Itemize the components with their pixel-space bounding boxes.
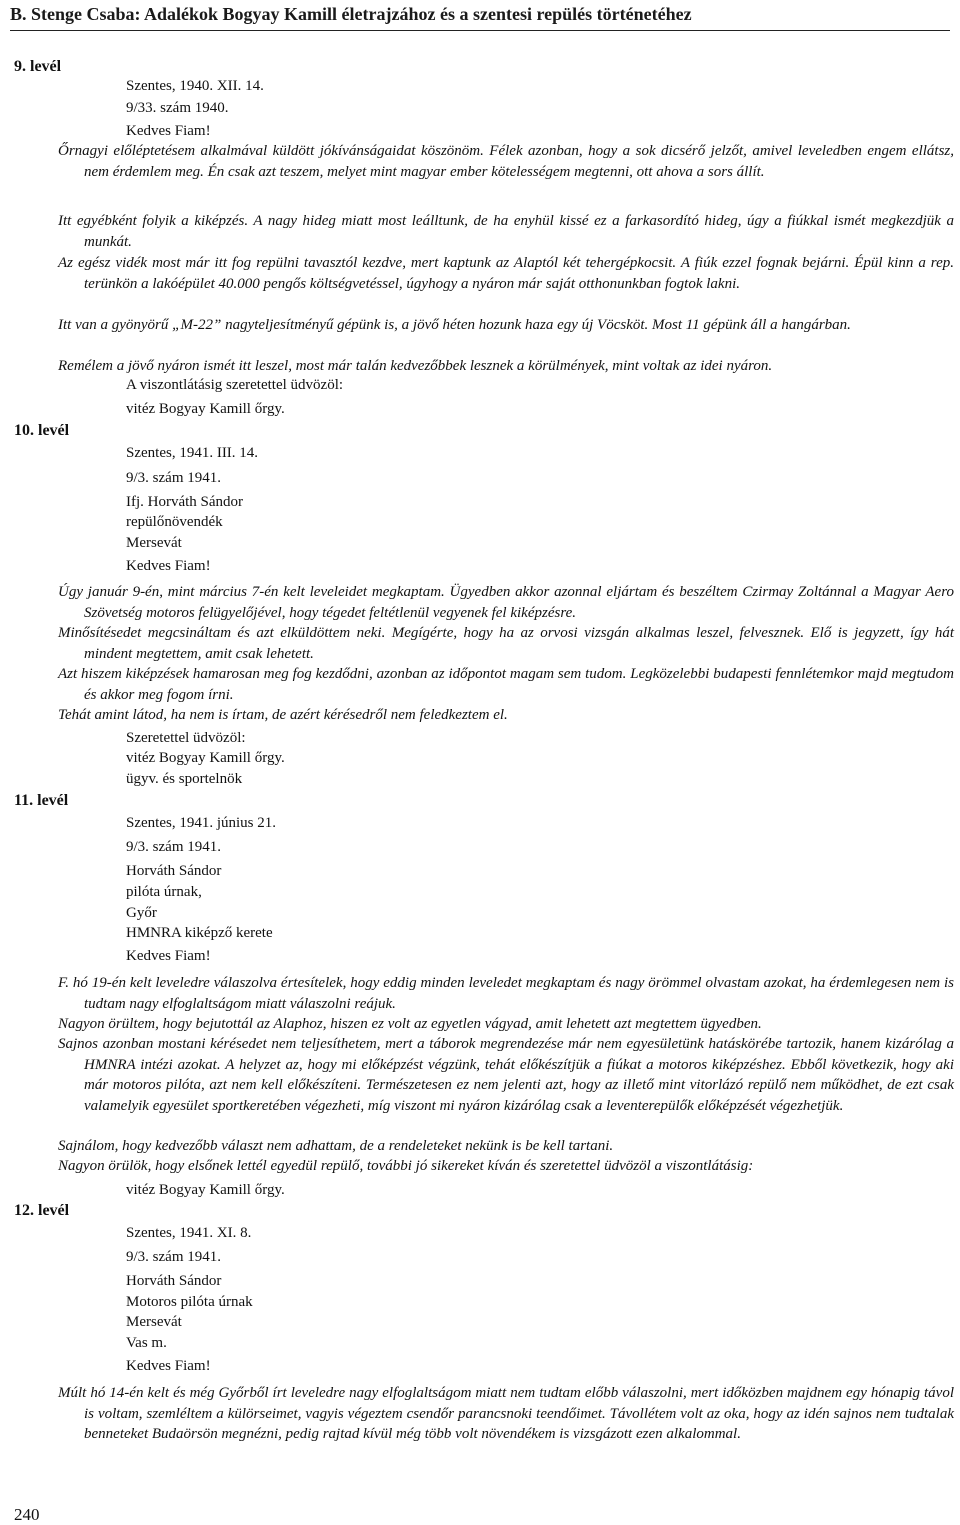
letter-10-paragraph: Tehát amint látod, ha nem is írtam, de azért kérésedről nem feledkeztem el. [58, 707, 508, 723]
letter-9-closing: A viszontlátásig szeretettel üdvözöl: [126, 377, 344, 393]
letter-10-date: Szentes, 1941. III. 14. [126, 445, 259, 461]
letter-10-signature: vitéz Bogyay Kamill őrgy. [126, 750, 285, 766]
letter-9-paragraph: Őrnagyi előléptetésem alkalmával küldött jókívánságaidat köszönöm. Félek azonban, hogy a sok dicsérő jelzőt, amivel leveledben engem ellátsz, nem érdemlem meg. Én csak azt teszem, melyet mint magyar ember kötelességem megtenni, ott ahova a sors állít. [58, 143, 954, 180]
letter-11-recipient: Horváth Sándor [126, 863, 222, 879]
letter-11-label: 11. levél [14, 792, 69, 809]
letter-11-paragraph: F. hó 19-én kelt leveledre válaszolva értesítelek, hogy eddig minden leveledet megkaptam és nagy örömmel olvastam azokat, ha érdemlegesen nem is tudtam nagy elfoglaltságom miatt válaszolni reájuk. [58, 975, 954, 1012]
letter-10-signature-title: ügyv. és sportelnök [126, 771, 243, 787]
letter-11-recipient: Győr [126, 905, 157, 921]
running-header: B. Stenge Csaba: Adalékok Bogyay Kamill életrajzához és a szentesi repülés történetéhez [10, 4, 692, 24]
letter-12-ref: 9/3. szám 1941. [126, 1249, 221, 1265]
letter-9-paragraph: Az egész vidék most már itt fog repülni tavasztól kezdve, mert kaptunk az Alaptól két tehergépkocsit. A fiúk ezzel fognak bejárni. Épül kinn a rep. terünkön a lakóépület 40.000 pengős költségvetéssel, úgyhogy a nyáron már saját otthonunkban fogtok lakni. [58, 255, 954, 292]
letter-11-signature: vitéz Bogyay Kamill őrgy. [126, 1182, 285, 1198]
letter-10-paragraph: Azt hiszem kiképzések hamarosan meg fog kezdődni, azonban az időpontot magam sem tudom. Legközelebbi budapesti fennlétemkor majd megtudom és akkor meg fogom írni. [58, 666, 954, 703]
letter-9-date: Szentes, 1940. XII. 14. [126, 78, 264, 94]
letter-12-recipient: Horváth Sándor [126, 1273, 222, 1289]
letter-12-recipient: Mersevát [126, 1314, 182, 1330]
letter-11-paragraph: Nagyon örültem, hogy bejutottál az Alaphoz, hiszen ez volt az egyetlen vágyad, amit lehetett azt megtettem ügyedben. [58, 1016, 762, 1032]
letter-10-label: 10. levél [14, 422, 70, 439]
letter-12-recipient: Motoros pilóta úrnak [126, 1294, 253, 1310]
letter-12-date: Szentes, 1941. XI. 8. [126, 1225, 252, 1241]
letter-12-paragraph: Múlt hó 14-én kelt és még Győrből írt leveledre nagy elfoglaltságom miatt nem tudtam előbb válaszolni, mert időközben majdnem egy hónapig távol is voltam, szemléltem a külörseimet, vagyis végeztem csendőr parancsnoki teendőimet. Távollétem volt az oka, hogy az idén sajnos nem tudtalak benneteket Budaörsön megnézni, pedig rajtad kívül még több volt növendékem is vizsgázott ezen alkalommal. [58, 1385, 954, 1442]
letter-9-paragraph: Itt egyébként folyik a kiképzés. A nagy hideg miatt most leálltunk, de ha enyhül kissé ez a farkasordító hideg, úgy a fiúkkal ismét megkezdjük a munkát. [58, 213, 954, 250]
letter-9-paragraph: Remélem a jövő nyáron ismét itt leszel, most már talán kedvezőbbek lesznek a körülmények, mint voltak az idei nyáron. [58, 358, 773, 374]
letter-12-greeting: Kedves Fiam! [126, 1358, 211, 1374]
letter-11-recipient: HMNRA kiképző kerete [126, 925, 273, 941]
letter-9-paragraph: Itt van a gyönyörű „M-22” nagyteljesítményű gépünk is, a jövő héten hozunk haza egy új Vöcsköt. Most 11 gépünk áll a hangárban. [58, 317, 851, 333]
letter-10-recipient: repülőnövendék [126, 514, 223, 530]
letter-12-label: 12. levél [14, 1202, 70, 1219]
letter-9-ref: 9/33. szám 1940. [126, 100, 229, 116]
letter-11-ref: 9/3. szám 1941. [126, 839, 221, 855]
letter-11-paragraph: Sajnos azonban mostani kérésedet nem teljesíthetem, mert a táborok megrendezése már nem egyesületünk hatáskörébe tartozik, hanem kizárólag a HMNRA intézi azokat. A helyzet az, hogy mi előképzést végzünk, tehát előkészítjük a fiúkat a motoros kiképzéshez. Ebből következik, hogy aki már motoros pilóta, azt nem kell előkészíteni. Természetesen ez nem jelenti azt, hogy az illető mint vitorlázó repülő nem működhet, de ezt csak valamelyik egyesület sportkeretében végezheti, míg viszont mi nyáron kizárólag csak a leventerepülők előképzését végezhetjük. [58, 1036, 954, 1114]
header-divider [10, 30, 950, 31]
letter-10-greeting: Kedves Fiam! [126, 558, 211, 574]
letter-11-paragraph: Nagyon örülök, hogy elsőnek lettél egyedül repülő, további jó sikereket kíván és szeretettel üdvözöl a viszontlátásig: [58, 1158, 754, 1174]
letter-11-date: Szentes, 1941. június 21. [126, 815, 276, 831]
letter-11-greeting: Kedves Fiam! [126, 948, 211, 964]
letter-12-recipient: Vas m. [126, 1335, 167, 1351]
letter-10-closing: Szeretettel üdvözöl: [126, 730, 246, 746]
letter-10-ref: 9/3. szám 1941. [126, 470, 221, 486]
letter-10-paragraph: Úgy január 9-én, mint március 7-én kelt leveleidet megkaptam. Ügyedben akkor azonnal eljártam és beszéltem Czirmay Zoltánnal a Magyar Aero Szövetség motoros felügyelőjével, hogy tégedet feltétlenül vegyenek fel kiképzésre. [58, 584, 954, 621]
letter-10-recipient: Mersevát [126, 535, 182, 551]
letter-10-paragraph: Minősítésedet megcsináltam és azt elküldöttem neki. Megígérte, hogy ha az orvosi vizsgán alkalmas leszel, felvesznek. Elő is jegyzett, így hát mindent megtettem, amit csak lehetett. [58, 625, 954, 662]
letter-9-label: 9. levél [14, 58, 62, 75]
letter-9-signature: vitéz Bogyay Kamill őrgy. [126, 401, 285, 417]
letter-11-paragraph: Sajnálom, hogy kedvezőbb választ nem adhattam, de a rendeleteket nekünk is be kell tartani. [58, 1138, 614, 1154]
letter-11-recipient: pilóta úrnak, [126, 884, 202, 900]
letter-9-greeting: Kedves Fiam! [126, 123, 211, 139]
letter-10-recipient: Ifj. Horváth Sándor [126, 494, 244, 510]
page-number: 240 [14, 1505, 40, 1524]
